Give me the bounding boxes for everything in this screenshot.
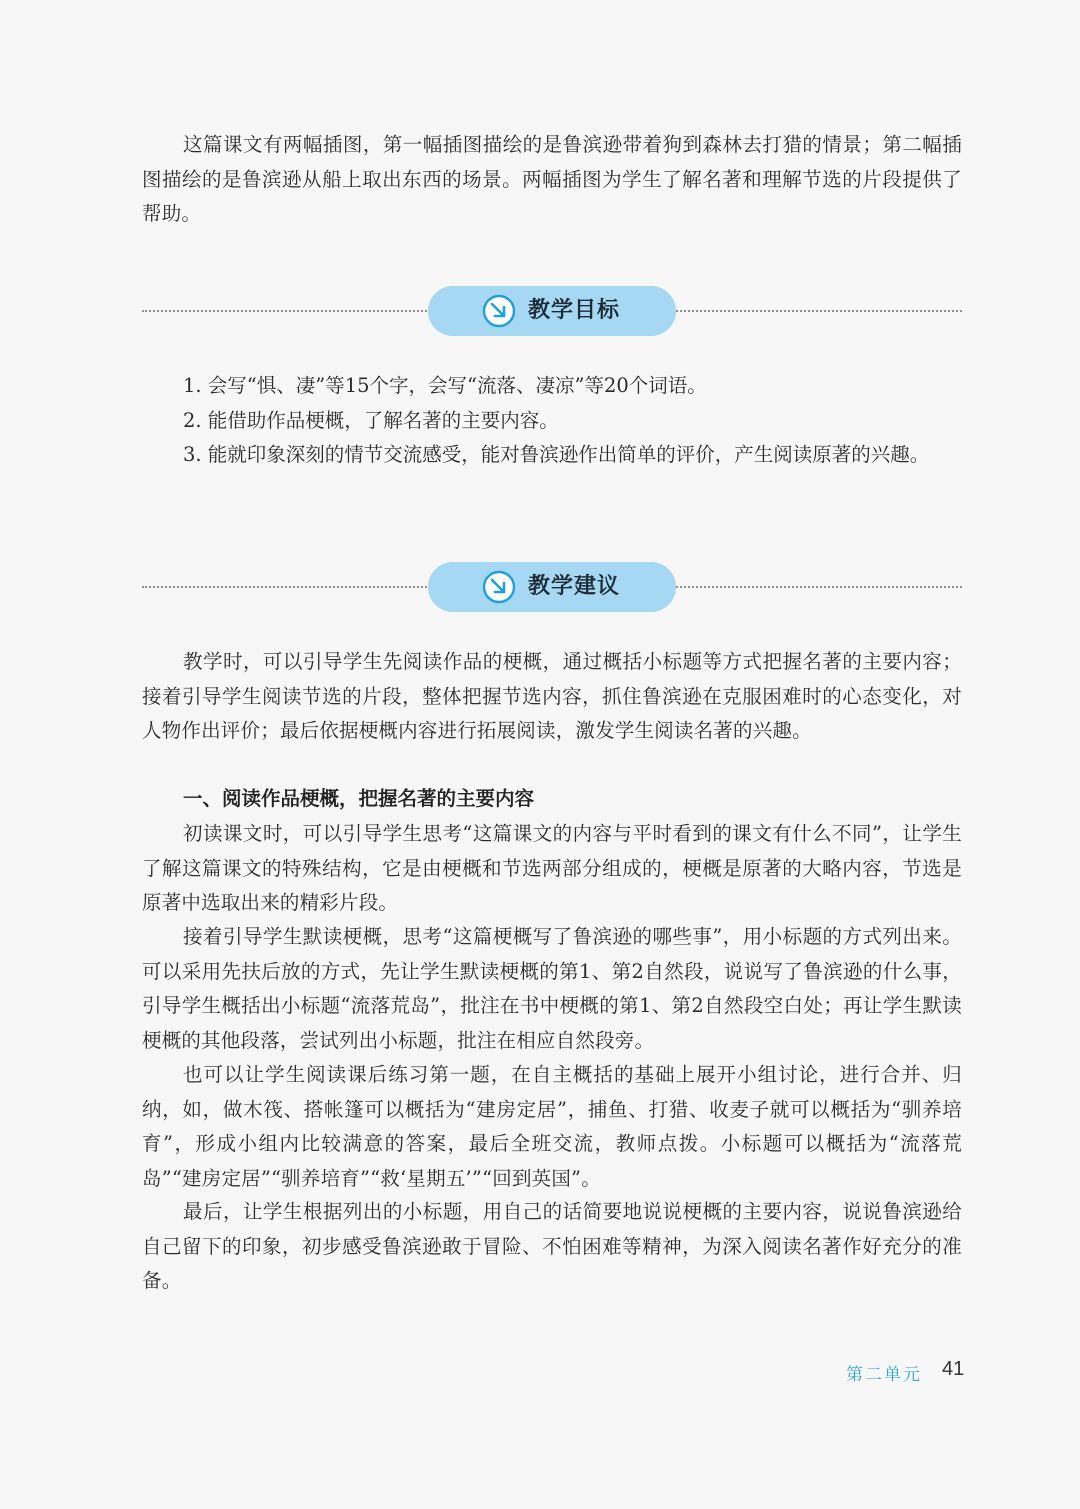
section-title: 教学建议 [528, 574, 621, 599]
divider-left [142, 310, 430, 312]
divider-right [676, 310, 962, 312]
paragraph: 也可以让学生阅读课后练习第一题，在自主概括的基础上展开小组讨论，进行合并、归纳，如，做木筏、搭帐篷可以概括为“建房定居”，捕鱼、打猎、收麦子就可以概括为“驯养培育”，形成小组内比较满意的答案，最后全班交流，教师点拨。小标题可以概括为“流落荒岛”“建房定居”“驯养培育”“救‘星期五’”“回到英国”。 [142, 1063, 962, 1190]
paragraph: 最后，让学生根据列出的小标题，用自己的话简要地说说梗概的主要内容，说说鲁滨逊给自己留下的印象，初步感受鲁滨逊敢于冒险、不怕困难等精神，为深入阅读名著作好充分的准备。 [142, 1200, 962, 1293]
section-pill [428, 286, 676, 336]
section-header-suggestions [142, 562, 962, 612]
arrow-down-right-circle-icon [482, 570, 516, 604]
unit-label: 第二单元 [846, 1365, 922, 1385]
paragraph: 接着引导学生默读梗概，思考“这篇梗概写了鲁滨逊的哪些事”，用小标题的方式列出来。可以采用先扶后放的方式，先让学生默读梗概的第1、第2自然段，说说写了鲁滨逊的什么事，引导学生概括出小标题“流落荒岛”，批注在书中梗概的第1、第2自然段空白处；再让学生默读梗概的其他段落，尝试列出小标题，批注在相应自然段旁。 [142, 925, 962, 1052]
list-item: 2. 能借助作品梗概，了解名著的主要内容。 [183, 408, 559, 432]
paragraph: 初读课文时，可以引导学生思考“这篇课文的内容与平时看到的课文有什么不同”，让学生了解这篇课文的特殊结构，它是由梗概和节选两部分组成的，梗概是原著的大略内容，节选是原著中选取出来的精彩片段。 [142, 822, 962, 915]
section-title: 教学目标 [528, 298, 621, 323]
goals-list [142, 369, 962, 473]
subsection-heading: 一、阅读作品梗概，把握名著的主要内容 [183, 787, 535, 810]
suggestions-intro: 教学时，可以引导学生先阅读作品的梗概，通过概括小标题等方式把握名著的主要内容；接着引导学生阅读节选的片段，整体把握节选内容，抓住鲁滨逊在克服困难时的心态变化，对人物作出评价；最后依据梗概内容进行拓展阅读，激发学生阅读名著的兴趣。 [142, 650, 962, 743]
section-header-goals [142, 286, 962, 336]
section-pill [428, 562, 676, 612]
list-item: 1. 会写“惧、凄”等15个字，会写“流落、凄凉”等20个词语。 [183, 374, 707, 397]
divider-right [676, 586, 962, 588]
divider-left [142, 586, 430, 588]
arrow-down-right-circle-icon [482, 294, 516, 328]
list-item: 3. 能就印象深刻的情节交流感受，能对鲁滨逊作出简单的评价，产生阅读原著的兴趣。 [183, 443, 930, 467]
page-number: 41 [942, 1358, 965, 1380]
intro-paragraph: 这篇课文有两幅插图，第一幅插图描绘的是鲁滨逊带着狗到森林去打猎的情景；第二幅插图描绘的是鲁滨逊从船上取出东西的场景。两幅插图为学生了解名著和理解节选的片段提供了帮助。 [142, 133, 962, 226]
